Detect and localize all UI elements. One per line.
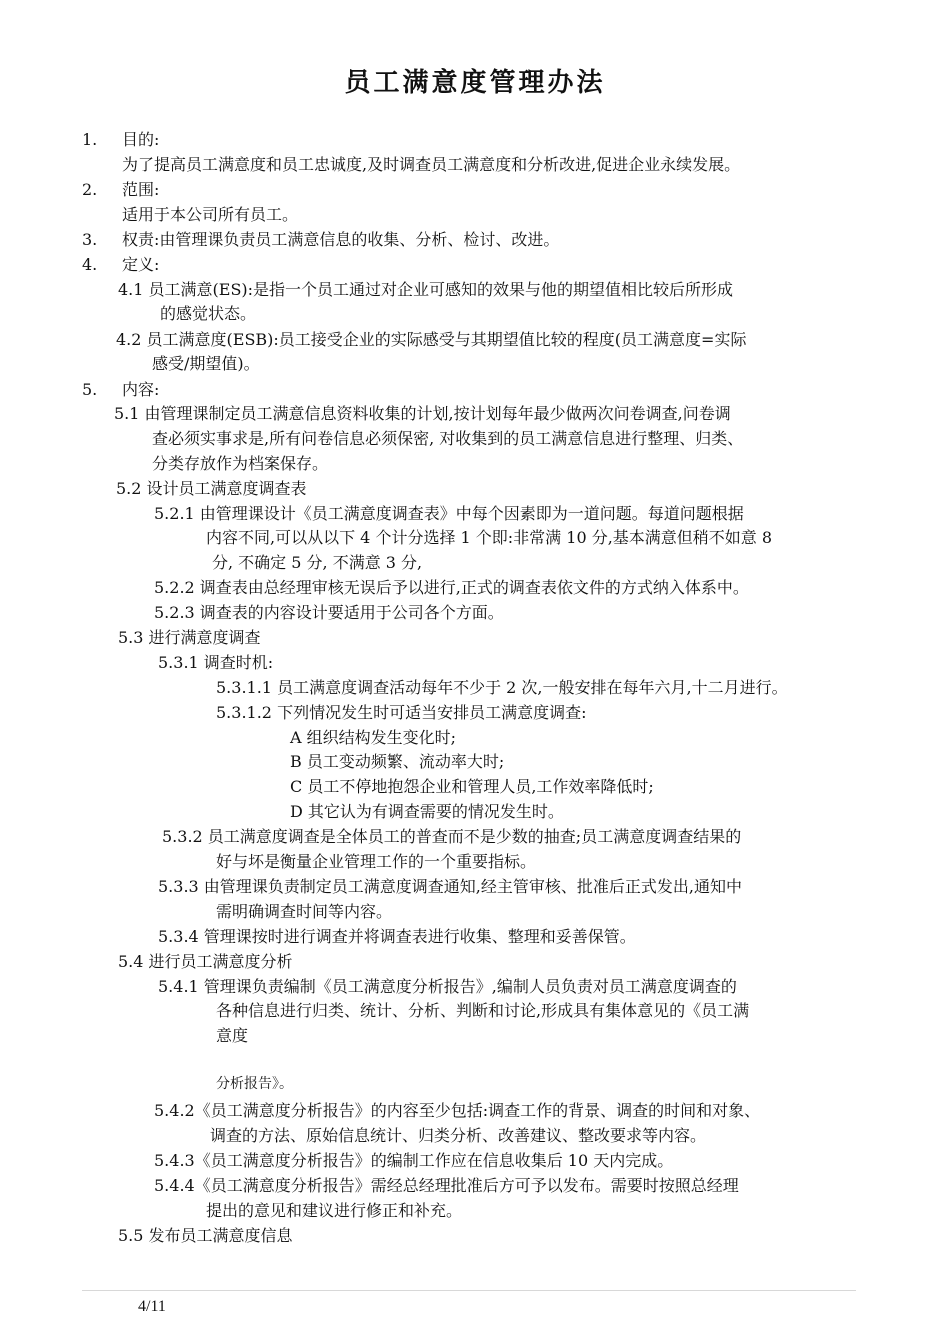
- paragraph-line: 分类存放作为档案保存。: [152, 454, 329, 473]
- document-title: 员工满意度管理办法: [344, 68, 606, 98]
- subsection-heading: 5.3 进行满意度调查: [118, 628, 261, 647]
- paragraph-line: 的感觉状态。: [160, 304, 257, 323]
- section-heading: 范围:: [122, 180, 160, 199]
- list-number: 1.: [82, 130, 98, 149]
- footer-divider: [82, 1290, 856, 1291]
- section-heading: 目的:: [122, 130, 160, 149]
- subsection-heading: 5.2 设计员工满意度调查表: [116, 479, 307, 498]
- list-item: C 员工不停地抱怨企业和管理人员,工作效率降低时;: [290, 777, 654, 796]
- section-heading: 定义:: [122, 255, 160, 274]
- paragraph-line: 分, 不确定 5 分, 不满意 3 分,: [212, 553, 423, 572]
- list-item: D 其它认为有调查需要的情况发生时。: [290, 802, 564, 821]
- section-heading: 内容:: [122, 380, 160, 399]
- paragraph-line: 5.3.2 员工满意度调查是全体员工的普查而不是少数的抽查;员工满意度调查结果的: [162, 827, 742, 846]
- paragraph-line: 各种信息进行归类、统计、分析、判断和讨论,形成具有集体意见的《员工满: [216, 1001, 750, 1020]
- paragraph-line: 适用于本公司所有员工。: [122, 205, 299, 224]
- paragraph-line: 提出的意见和建议进行修正和补充。: [206, 1201, 463, 1220]
- paragraph-line: 分析报告》。: [216, 1076, 293, 1092]
- paragraph-line: 5.3.1.1 员工满意度调查活动每年不少于 2 次,一般安排在每年六月,十二月进行。: [216, 678, 788, 697]
- paragraph-line: 好与坏是衡量企业管理工作的一个重要指标。: [216, 852, 537, 871]
- paragraph-line: 5.4.1 管理课负责编制《员工满意度分析报告》,编制人员负责对员工满意度调查的: [158, 977, 737, 996]
- paragraph-line: 4.1 员工满意(ES):是指一个员工通过对企业可感知的效果与他的期望值相比较后所形成: [118, 280, 734, 299]
- paragraph-line: 5.3.3 由管理课负责制定员工满意度调查通知,经主管审核、批准后正式发出,通知中: [158, 877, 742, 896]
- paragraph-line: 感受/期望值)。: [152, 354, 260, 373]
- paragraph-line: 5.4.3《员工满意度分析报告》的编制工作应在信息收集后 10 天内完成。: [154, 1151, 674, 1170]
- list-number: 4.: [82, 255, 98, 274]
- page-number: 4/11: [138, 1298, 166, 1315]
- paragraph-line: 需明确调查时间等内容。: [216, 902, 393, 921]
- paragraph-line: 5.1 由管理课制定员工满意信息资料收集的计划,按计划每年最少做两次问卷调查,问卷调: [114, 404, 731, 423]
- paragraph-line: 查必须实事求是,所有问卷信息必须保密, 对收集到的员工满意信息进行整理、归类、: [152, 429, 744, 448]
- list-number: 2.: [82, 180, 98, 199]
- paragraph-line: 5.2.3 调查表的内容设计要适用于公司各个方面。: [154, 603, 504, 622]
- list-item: A 组织结构发生变化时;: [290, 728, 457, 747]
- subsection-heading: 5.4 进行员工满意度分析: [118, 952, 293, 971]
- list-item: B 员工变动频繁、流动率大时;: [290, 752, 505, 771]
- paragraph-line: 内容不同,可以从以下 4 个计分选择 1 个即:非常满 10 分,基本满意但稍不如意 8: [206, 528, 773, 547]
- paragraph-line: 5.4.2《员工满意度分析报告》的内容至少包括:调查工作的背景、调查的时间和对象、: [154, 1101, 761, 1120]
- list-number: 5.: [82, 380, 98, 399]
- paragraph-line: 为了提高员工满意度和员工忠诚度,及时调查员工满意度和分析改进,促进企业永续发展。: [122, 155, 741, 174]
- paragraph-line: 5.3.1 调查时机:: [158, 653, 274, 672]
- list-number: 3.: [82, 230, 98, 249]
- subsection-heading: 5.5 发布员工满意度信息: [118, 1226, 293, 1245]
- paragraph-line: 5.3.4 管理课按时进行调查并将调查表进行收集、整理和妥善保管。: [158, 927, 636, 946]
- paragraph-line: 5.2.2 调查表由总经理审核无误后予以进行,正式的调查表依文件的方式纳入体系中。: [154, 578, 749, 597]
- paragraph-line: 5.3.1.2 下列情况发生时可适当安排员工满意度调查:: [216, 703, 587, 722]
- paragraph-line: 意度: [216, 1026, 249, 1045]
- paragraph-line: 5.4.4《员工满意度分析报告》需经总经理批准后方可予以发布。需要时按照总经理: [154, 1176, 739, 1195]
- paragraph-line: 5.2.1 由管理课设计《员工满意度调查表》中每个因素即为一道问题。每道问题根据: [154, 504, 744, 523]
- paragraph-line: 调查的方法、原始信息统计、归类分析、改善建议、整改要求等内容。: [210, 1126, 707, 1145]
- paragraph-line: 4.2 员工满意度(ESB):员工接受企业的实际感受与其期望值比较的程度(员工满意度=实际: [116, 330, 747, 349]
- section-heading: 权责:由管理课负责员工满意信息的收集、分析、检讨、改进。: [122, 230, 560, 249]
